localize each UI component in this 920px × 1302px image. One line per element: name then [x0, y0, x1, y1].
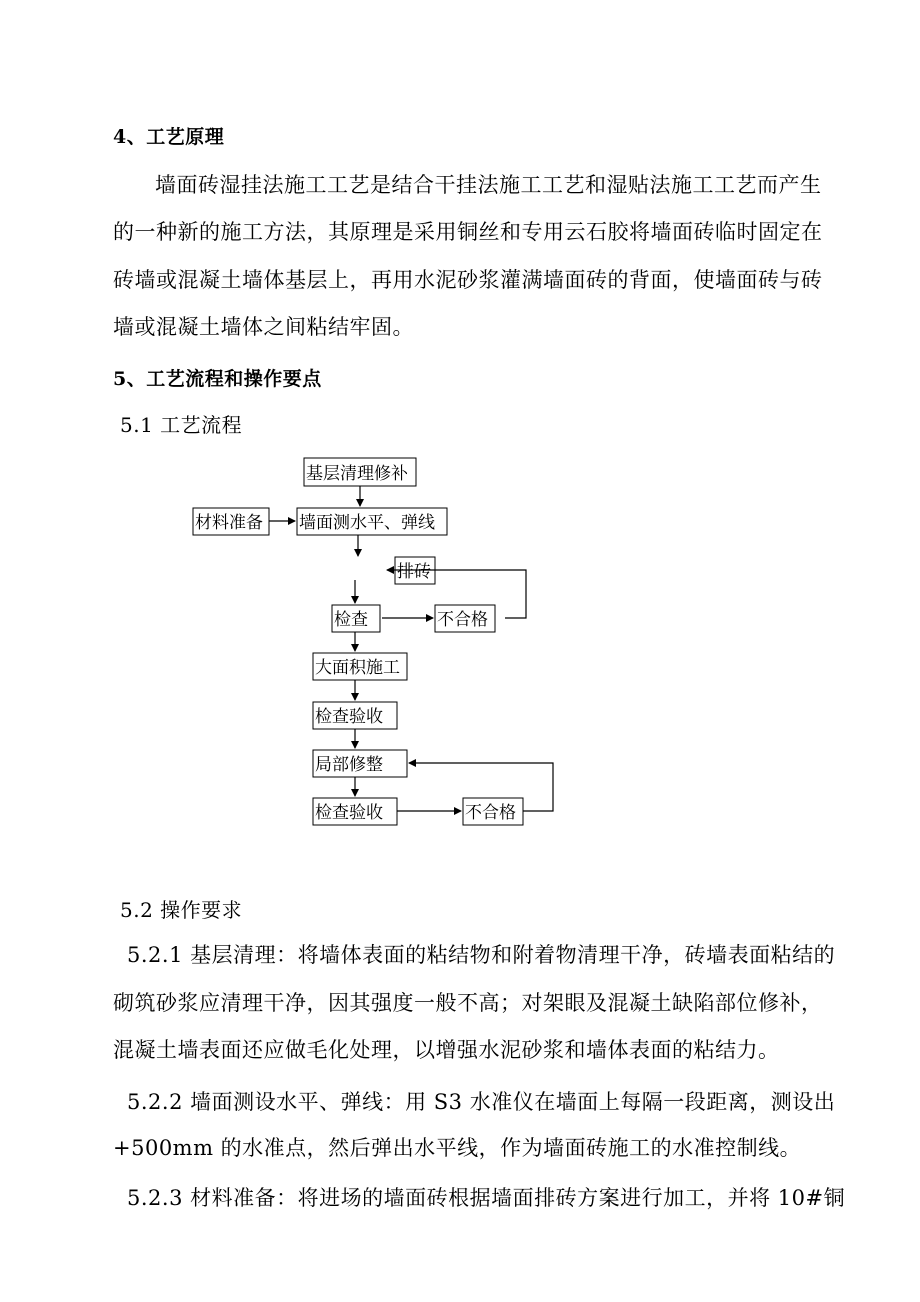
- svg-text:大面积施工: 大面积施工: [315, 658, 400, 678]
- paragraph-line: 5.2.1 基层清理：将墙体表面的粘结物和附着物清理干净，砖墙表面粘结的: [127, 943, 836, 967]
- flow-node-base-clean: [304, 458, 416, 486]
- paragraph-line: +500mm 的水准点，然后弹出水平线，作为墙面砖施工的水准控制线。: [113, 1136, 802, 1160]
- flow-node-inspect-2: [313, 798, 397, 825]
- paragraph-line: 砌筑砂浆应清理干净，因其强度一般不高；对架眼及混凝土缺陷部位修补，: [113, 991, 823, 1015]
- flow-node-fail-1: [435, 605, 495, 632]
- flow-node-level-mark: [297, 508, 447, 535]
- flow-node-inspect-1: [313, 702, 397, 729]
- paragraph-line: 5.2.2 墙面测设水平、弹线：用 S3 水准仪在墙面上每隔一段距离，测设出: [127, 1090, 836, 1114]
- paragraph-line: 砖墙或混凝土墙体基层上，再用水泥砂浆灌满墙面砖的背面，使墙面砖与砖: [113, 268, 823, 292]
- section-4-heading: 4、工艺原理: [113, 126, 225, 148]
- paragraph-line: 墙或混凝土墙体之间粘结牢固。: [113, 315, 414, 339]
- svg-text:检查验收: 检查验收: [315, 707, 383, 727]
- paragraph-line: 5.2.3 材料准备：将进场的墙面砖根据墙面排砖方案进行加工，并将 10#铜: [127, 1186, 846, 1210]
- paragraph-line: 墙面砖湿挂法施工工艺是结合干挂法施工工艺和湿贴法施工工艺而产生: [155, 173, 822, 197]
- svg-text:局部修整: 局部修整: [315, 755, 383, 775]
- svg-text:材料准备: 材料准备: [195, 513, 263, 533]
- svg-text:检查验收: 检查验收: [315, 803, 383, 823]
- paragraph-line: 混凝土墙表面还应做毛化处理，以增强水泥砂浆和墙体表面的粘结力。: [113, 1038, 780, 1062]
- section-5-2-heading: 5.2 操作要求: [120, 898, 243, 922]
- flow-node-local-fix: [313, 750, 407, 777]
- flow-node-fail-2: [463, 798, 523, 825]
- svg-text:排砖: 排砖: [397, 562, 431, 582]
- svg-text:基层清理修补: 基层清理修补: [306, 464, 408, 484]
- svg-text:检查: 检查: [334, 610, 368, 630]
- flow-node-large-area: [313, 653, 407, 680]
- paragraph-line: 的一种新的施工方法，其原理是采用铜丝和专用云石胶将墙面砖临时固定在: [113, 220, 823, 244]
- flow-node-material-prep: [193, 508, 269, 535]
- section-5-heading: 5、工艺流程和操作要点: [113, 368, 322, 390]
- svg-text:不合格: 不合格: [465, 803, 516, 823]
- svg-text:墙面测水平、弹线: 墙面测水平、弹线: [299, 513, 435, 533]
- svg-text:不合格: 不合格: [437, 610, 488, 630]
- section-5-1-heading: 5.1 工艺流程: [120, 413, 243, 437]
- flow-node-check-1: [332, 605, 380, 632]
